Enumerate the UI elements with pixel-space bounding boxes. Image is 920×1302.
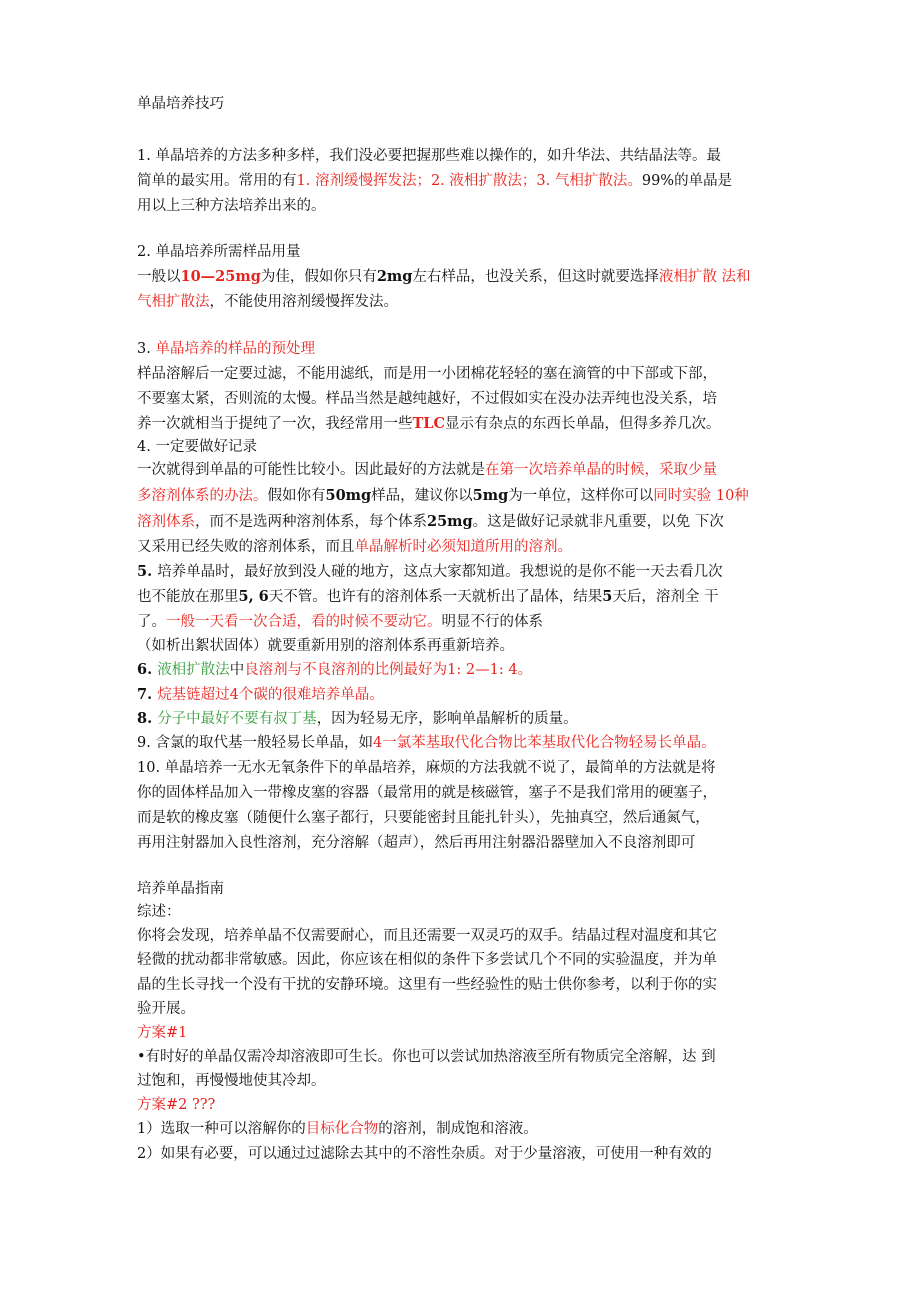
summary-line-2: 轻微的扰动都非常敏感。因此，你应该在相似的条件下多尝试几个不同的实验温度，并为单	[137, 952, 717, 968]
s5-line-2	[137, 585, 718, 609]
title-crystal-guide: 培养单晶指南	[137, 881, 224, 897]
s6-number: 6.	[137, 661, 158, 678]
s5-text: 天不管。也许有的溶剂体系一天就析出了晶体，结果	[268, 589, 603, 605]
s5-text: 明显不行的体系	[441, 614, 543, 630]
s10-line-4: 再用注射器加入良性溶剂，充分溶解（超声），然后再用注射器沿器壁加入不良溶剂即可	[137, 835, 696, 851]
s2-line-1	[137, 265, 751, 289]
s4-highlight: 单晶解析时必须知道所用的溶剂。	[354, 539, 572, 555]
plan-1-line-1: •有时好的单晶仅需冷却溶液即可生长。你也可以尝试加热溶液至所有物质完全溶解，达 到	[137, 1049, 716, 1065]
s1-line-2	[137, 169, 732, 193]
summary-line-1: 你将会发现，培养单晶不仅需要耐心，而且还需要一双灵巧的双手。结晶过程对温度和其它	[137, 928, 717, 944]
s7-number: 7.	[137, 686, 158, 703]
s1-text: 简单的最实用。常用的有	[137, 173, 297, 189]
title-single-crystal-tips: 单晶培养技巧	[137, 96, 224, 112]
s1-percent-text: 99%的单晶是	[641, 173, 733, 189]
plan-2-text: 的溶剂，制成饱和溶液。	[378, 1121, 538, 1137]
s5-days: 5	[602, 588, 613, 605]
s4-highlight: 多溶剂体系的办法。	[137, 488, 268, 504]
s8-line	[137, 707, 578, 731]
s4-text: ，而不是选两种溶剂体系，每个体系	[195, 514, 427, 530]
s3-heading-highlight: 单晶培养的样品的预处理	[155, 341, 315, 357]
s2-text: 左右样品，也没关系，但这时就要选择	[412, 269, 659, 285]
s5-text: 天后，溶剂全 干	[612, 589, 719, 605]
s9-line	[137, 731, 716, 755]
s5-line-4: （如析出絮状固体）就要重新用别的溶剂体系再重新培养。	[137, 638, 514, 654]
s1-line-1: 1. 单晶培养的方法多种多样，我们没必要把握那些难以操作的，如升华法、共结晶法等。最	[137, 148, 721, 164]
summary-line-4: 验开展。	[137, 1001, 195, 1017]
s2-text: ，不能使用溶剂缓慢挥发法。	[209, 294, 398, 310]
s4-line-4	[137, 535, 572, 559]
s6-red-highlight: 良溶剂与不良溶剂的比例最好为1: 2—1: 4。	[244, 662, 533, 678]
s3-tlc-highlight: TLC	[412, 415, 446, 432]
s3-text: 养一次就相当于提纯了一次，我经常用一些	[137, 416, 413, 432]
s5-days: 5, 6	[238, 588, 269, 605]
plan-2-line-1	[137, 1117, 538, 1141]
summary-line-3: 晶的生长寻找一个没有干扰的安静环境。这里有一些经验性的贴士供你参考，以利于你的实	[137, 977, 717, 993]
s2-amount-highlight: 10—25mg	[180, 268, 261, 285]
s1-methods-highlight: 1. 溶剂缓慢挥发法；2. 液相扩散法；3. 气相扩散法。	[296, 173, 642, 189]
plan-2-line-2: 2）如果有必要，可以通过过滤除去其中的不溶性杂质。对于少量溶液，可使用一种有效的	[137, 1146, 712, 1162]
s3-line-1: 样品溶解后一定要过滤，不能用滤纸，而是用一小团棉花轻轻的塞在滴管的中下部或下部，	[137, 366, 717, 382]
s8-text: ，因为轻易无序，影响单晶解析的质量。	[316, 711, 578, 727]
s4-highlight: 在第一次培养单晶的时候，采取少量	[485, 462, 717, 478]
s5-text: 培养单晶时，最好放到没人碰的地方，这点大家都知道。我想说的是你不能一天去看几次	[157, 564, 723, 580]
s4-line-1	[137, 458, 717, 482]
plan-1-heading: 方案#1	[137, 1025, 188, 1041]
s4-line-2	[137, 484, 749, 508]
s4-amount: 50mg	[325, 487, 372, 504]
s10-line-1: 10. 单晶培养一无水无氧条件下的单晶培养，麻烦的方法我就不说了，最简单的方法就是将	[137, 760, 716, 776]
s2-line-2	[137, 290, 398, 314]
s9-highlight: 4一氯苯基取代化合物比苯基取代化合物轻易长单晶。	[372, 735, 716, 751]
s2-text: 一般以	[137, 269, 181, 285]
s5-line-1	[137, 560, 723, 584]
s4-highlight: 同时实验 10种	[653, 488, 749, 504]
s4-text: 为一单位，这样你可以	[508, 488, 654, 504]
s3-number: 3.	[137, 341, 156, 357]
s2-method-highlight: 液相扩散 法和	[658, 269, 751, 285]
s5-number: 5.	[137, 563, 158, 580]
s6-text: 中	[229, 662, 245, 678]
s4-highlight: 溶剂体系	[137, 514, 195, 530]
s3-line-2: 不要塞太紧，否则流的太慢。样品当然是越纯越好，不过假如实在没办法弄纯也没关系，培	[137, 391, 717, 407]
s5-line-3	[137, 610, 543, 634]
s7-highlight: 烷基链超过4个碳的很难培养单晶。	[157, 687, 384, 703]
s8-number: 8.	[137, 710, 158, 727]
s4-text: 假如你有	[267, 488, 326, 504]
s10-line-3: 而是软的橡皮塞（随便什么塞子都行，只要能密封且能扎针头），先抽真空，然后通氮气，	[137, 810, 710, 826]
s6-green-highlight: 液相扩散法	[157, 662, 230, 678]
s4-text: 一次就得到单晶的可能性比较小。因此最好的方法就是	[137, 462, 485, 478]
s4-amount: 5mg	[472, 487, 509, 504]
s2-text: 为佳，假如你只有	[260, 269, 377, 285]
s3-text: 显示有杂点的东西长单晶，但得多养几次。	[445, 416, 721, 432]
plan-2-heading: 方案#2 ???	[137, 1097, 216, 1113]
s7-line	[137, 683, 384, 707]
target-compound-highlight: 目标化合物	[305, 1121, 379, 1137]
s5-text: 也不能放在那里	[137, 589, 239, 605]
s9-text: 9. 含氯的取代基一般轻易长单晶，如	[137, 735, 373, 751]
plan-2-text: 1）选取一种可以溶解你的	[137, 1121, 306, 1137]
s4-text: 又采用已经失败的溶剂体系，而且	[137, 539, 355, 555]
s4-heading: 4. 一定要做好记录	[137, 439, 257, 455]
s4-text: 样品，建议你以	[371, 488, 473, 504]
s4-amount: 25mg	[427, 513, 473, 530]
summary-heading: 综述：	[137, 904, 181, 920]
s10-line-2: 你的固体样品加入一带橡皮塞的容器（最常用的就是核磁管，塞子不是我们常用的硬塞子，	[137, 785, 717, 801]
plan-1-line-2: 过饱和，再慢慢地使其冷却。	[137, 1073, 326, 1089]
s2-amount: 2mg	[376, 268, 413, 285]
s5-text: 了。	[137, 614, 166, 630]
s3-heading	[137, 337, 315, 361]
s8-green-highlight: 分子中最好不要有叔丁基	[157, 711, 317, 727]
s5-highlight: 一般一天看一次合适，看的时候不要动它。	[166, 614, 442, 630]
s4-text: 。这是做好记录就非凡重要，以免 下次	[472, 514, 724, 530]
s2-method-highlight: 气相扩散法	[137, 294, 210, 310]
s1-line-3: 用以上三种方法培养出来的。	[137, 198, 326, 214]
s3-line-3	[137, 412, 721, 436]
s6-line	[137, 658, 532, 682]
s4-line-3	[137, 510, 724, 534]
s2-heading: 2. 单晶培养所需样品用量	[137, 244, 301, 260]
